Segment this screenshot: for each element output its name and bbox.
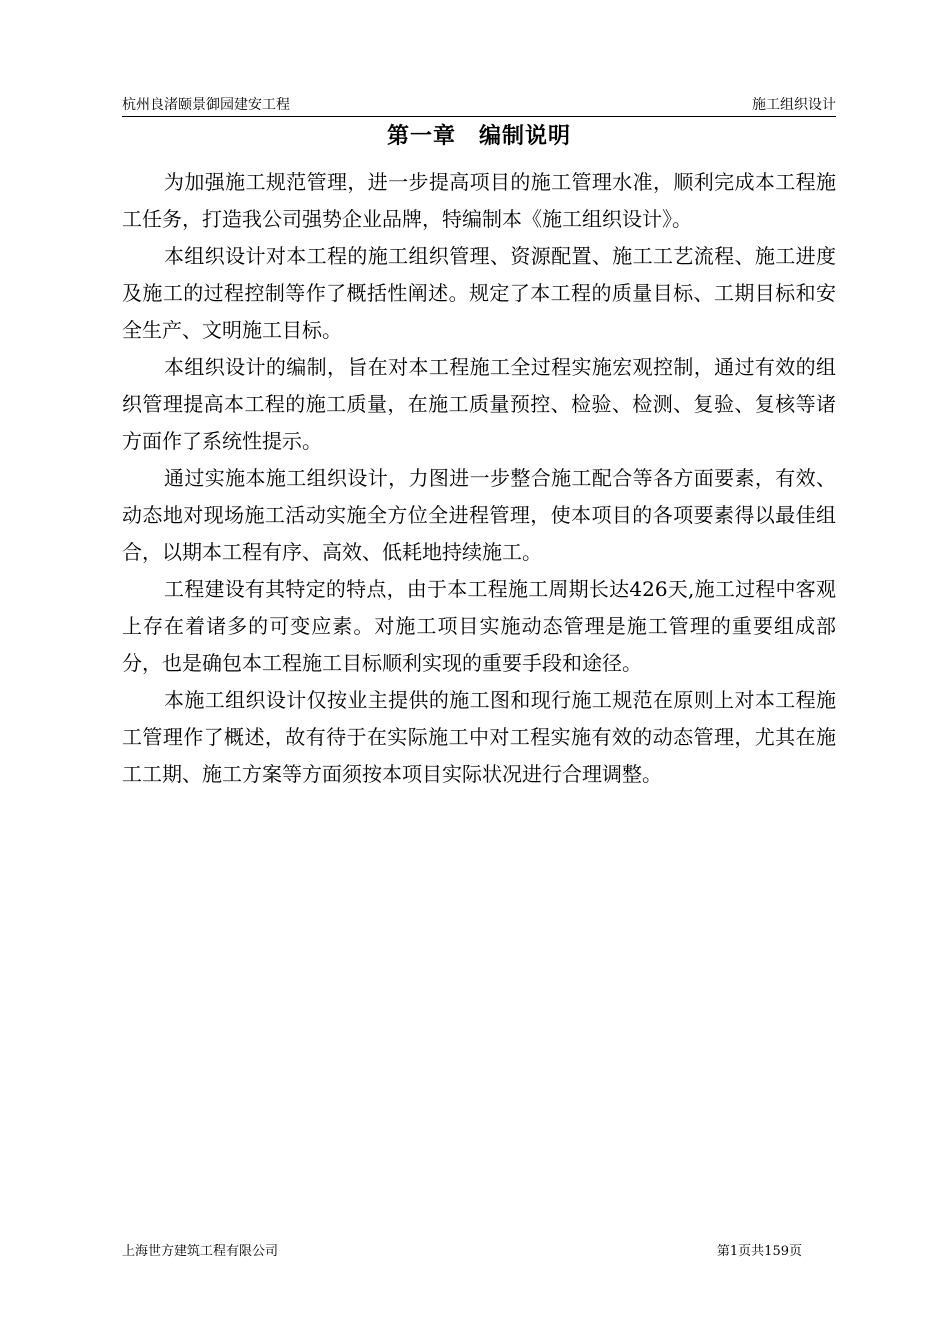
header-project-name: 杭州良渚颐景御园建安工程	[122, 97, 290, 113]
chapter-title: 第一章 编制说明	[386, 124, 571, 149]
body-text	[122, 164, 836, 793]
paragraph: 通过实施本施工组织设计，力图进一步整合施工配合等各方面要素，有效、动态地对现场施工活动实施全方位全进程管理，使本项目的各项要素得以最佳组合，以期本工程有序、高效、低耗地持续施工。	[122, 466, 836, 564]
paragraph: 为加强施工规范管理，进一步提高项目的施工管理水准，顺利完成本工程施工任务，打造我公司强势企业品牌，特编制本《施工组织设计》。	[122, 170, 836, 231]
paragraph: 本组织设计的编制，旨在对本工程施工全过程实施宏观控制，通过有效的组织管理提高本工程的施工质量，在施工质量预控、检验、检测、复验、复核等诸方面作了系统性提示。	[122, 355, 836, 453]
page-footer	[122, 1243, 802, 1263]
footer-company-name: 上海世方建筑工程有限公司	[122, 1244, 279, 1259]
page-header	[122, 96, 836, 117]
paragraph: 本组织设计对本工程的施工组织管理、资源配置、施工工艺流程、施工进度及施工的过程控制等作了概括性阐述。规定了本工程的质量目标、工期目标和安全生产、文明施工目标。	[122, 244, 836, 342]
paragraph: 本施工组织设计仅按业主提供的施工图和现行施工规范在原则上对本工程施工管理作了概述，故有待于在实际施工中对工程实施有效的动态管理，尤其在施工工期、施工方案等方面须按本项目实际状况进行合理调整。	[122, 688, 836, 786]
header-document-type: 施工组织设计	[752, 97, 836, 113]
paragraph: 工程建设有其特定的特点，由于本工程施工周期长达426天,施工过程中客观上存在着诸多的可变应素。对施工项目实施动态管理是施工管理的重要组成部分，也是确包本工程施工目标顺利实现的重要手段和途径。	[122, 577, 836, 675]
footer-page-number: 第1页共159页	[716, 1244, 802, 1259]
